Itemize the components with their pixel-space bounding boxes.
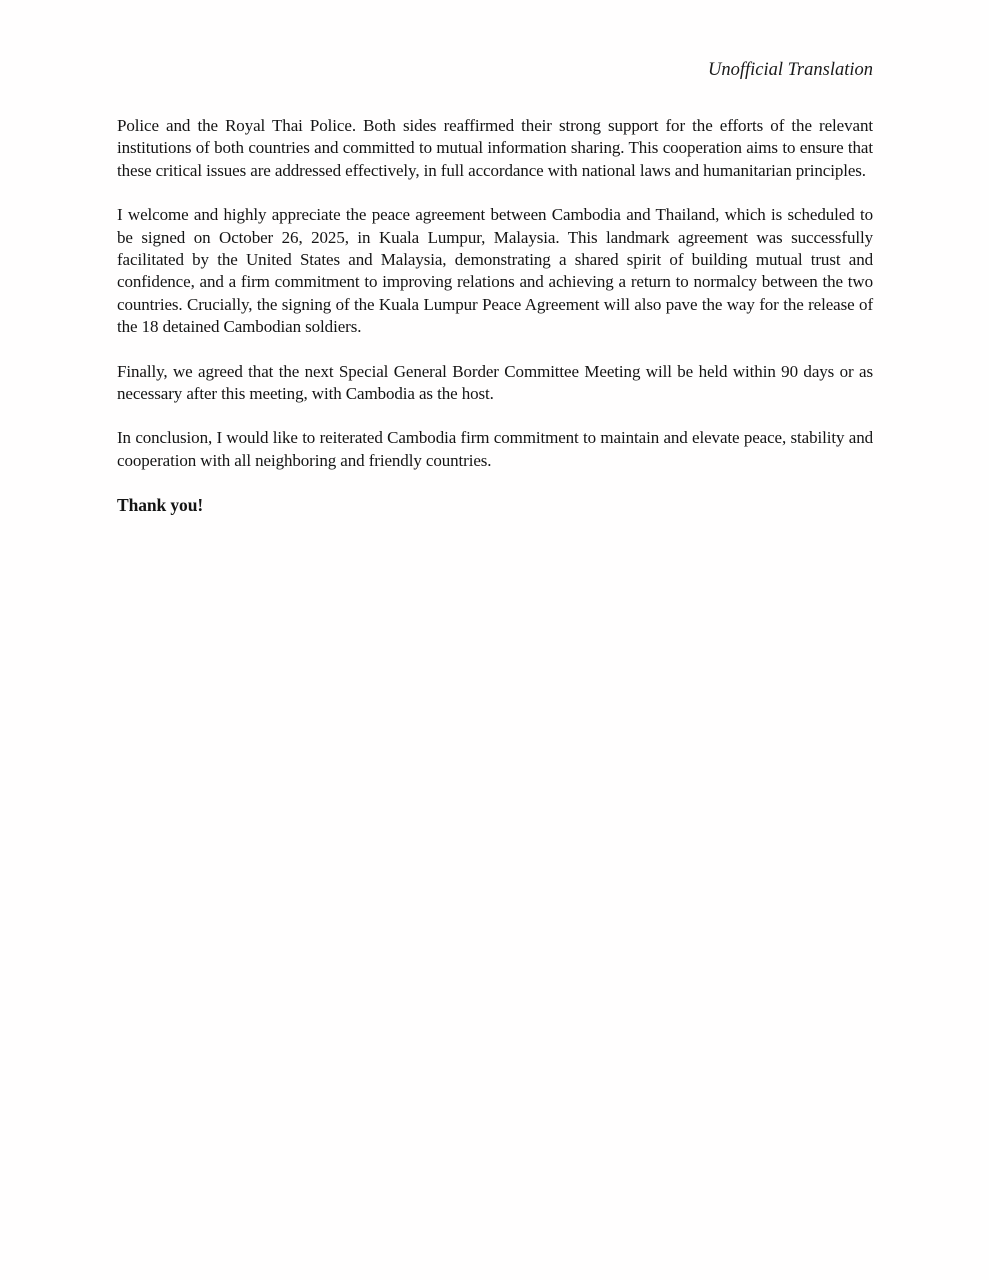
paragraph-next-meeting: Finally, we agreed that the next Special General Border Committee Meeting will be held within 90 days or as necessary after this meeting, with Cambodia as the host. <box>117 361 873 404</box>
paragraph-police-cooperation: Police and the Royal Thai Police. Both sides reaffirmed their strong support for the efforts of the relevant institutions of both countries and committed to mutual information sharing. This cooperation aims to ensure that these critical issues are addressed effectively, in full accordance with national laws and humanitarian principles. <box>117 116 873 180</box>
unofficial-translation-note: Unofficial Translation <box>708 60 873 80</box>
closing-line: Thank you! <box>117 495 204 516</box>
document-body <box>117 115 873 539</box>
paragraph-peace-agreement: I welcome and highly appreciate the peace agreement between Cambodia and Thailand, which is scheduled to be signed on October 26, 2025, in Kuala Lumpur, Malaysia. This landmark agreement was successfully facilitated by the United States and Malaysia, demonstrating a shared spirit of building mutual trust and confidence, and a firm commitment to improving relations and achieving a return to normalcy between the two countries. Crucially, the signing of the Kuala Lumpur Peace Agreement will also pave the way for the release of the 18 detained Cambodian soldiers. <box>117 205 873 337</box>
paragraph-conclusion: In conclusion, I would like to reiterated Cambodia firm commitment to maintain and elevate peace, stability and cooperation with all neighboring and friendly countries. <box>117 428 873 470</box>
